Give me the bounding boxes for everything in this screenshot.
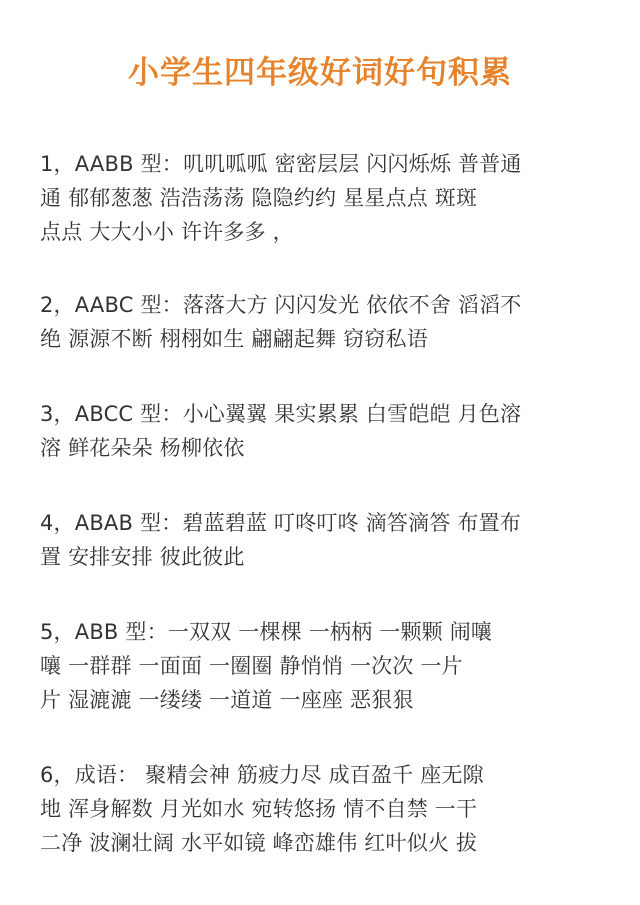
section-aabc bbox=[40, 288, 612, 356]
section-abab bbox=[40, 506, 612, 574]
section-abcc bbox=[40, 397, 612, 465]
text-line: 6，成语： 聚精会神 筋疲力尽 成百盈千 座无隙 bbox=[40, 763, 484, 787]
text-line: 点点 大大小小 许许多多 ， bbox=[40, 220, 294, 244]
section-abb bbox=[40, 615, 612, 717]
text-line: 片 湿漉漉 一缕缕 一道道 一座座 恶狠狠 bbox=[40, 688, 414, 712]
text-line: 地 浑身解数 月光如水 宛转悠扬 情不自禁 一干 bbox=[40, 797, 478, 821]
text-line: 4，ABAB 型：碧蓝碧蓝 叮咚叮咚 滴答滴答 布置布 bbox=[40, 511, 522, 535]
text-line: 2，AABC 型：落落大方 闪闪发光 依依不舍 滔滔不 bbox=[40, 293, 522, 317]
text-line: 1，AABB 型：叽叽呱呱 密密层层 闪闪烁烁 普普通 bbox=[40, 152, 522, 176]
page-title: 小学生四年级好词好句积累 bbox=[128, 55, 512, 91]
text-line: 置 安排安排 彼此彼此 bbox=[40, 545, 245, 569]
text-line: 3，ABCC 型：小心翼翼 果实累累 白雪皑皑 月色溶 bbox=[40, 402, 522, 426]
text-line: 通 郁郁葱葱 浩浩荡荡 隐隐约约 星星点点 斑斑 bbox=[40, 186, 478, 210]
section-aabb bbox=[40, 147, 612, 249]
text-line: 二净 波澜壮阔 水平如镜 峰峦雄伟 红叶似火 拔 bbox=[40, 831, 478, 855]
section-idioms bbox=[40, 758, 612, 860]
text-line: 5，ABB 型：一双双 一棵棵 一柄柄 一颗颗 闹嚷 bbox=[40, 620, 493, 644]
text-line: 溶 鲜花朵朵 杨柳依依 bbox=[40, 436, 245, 460]
text-line: 绝 源源不断 栩栩如生 翩翩起舞 窃窃私语 bbox=[40, 327, 428, 351]
text-line: 嚷 一群群 一面面 一圈圈 静悄悄 一次次 一片 bbox=[40, 654, 463, 678]
